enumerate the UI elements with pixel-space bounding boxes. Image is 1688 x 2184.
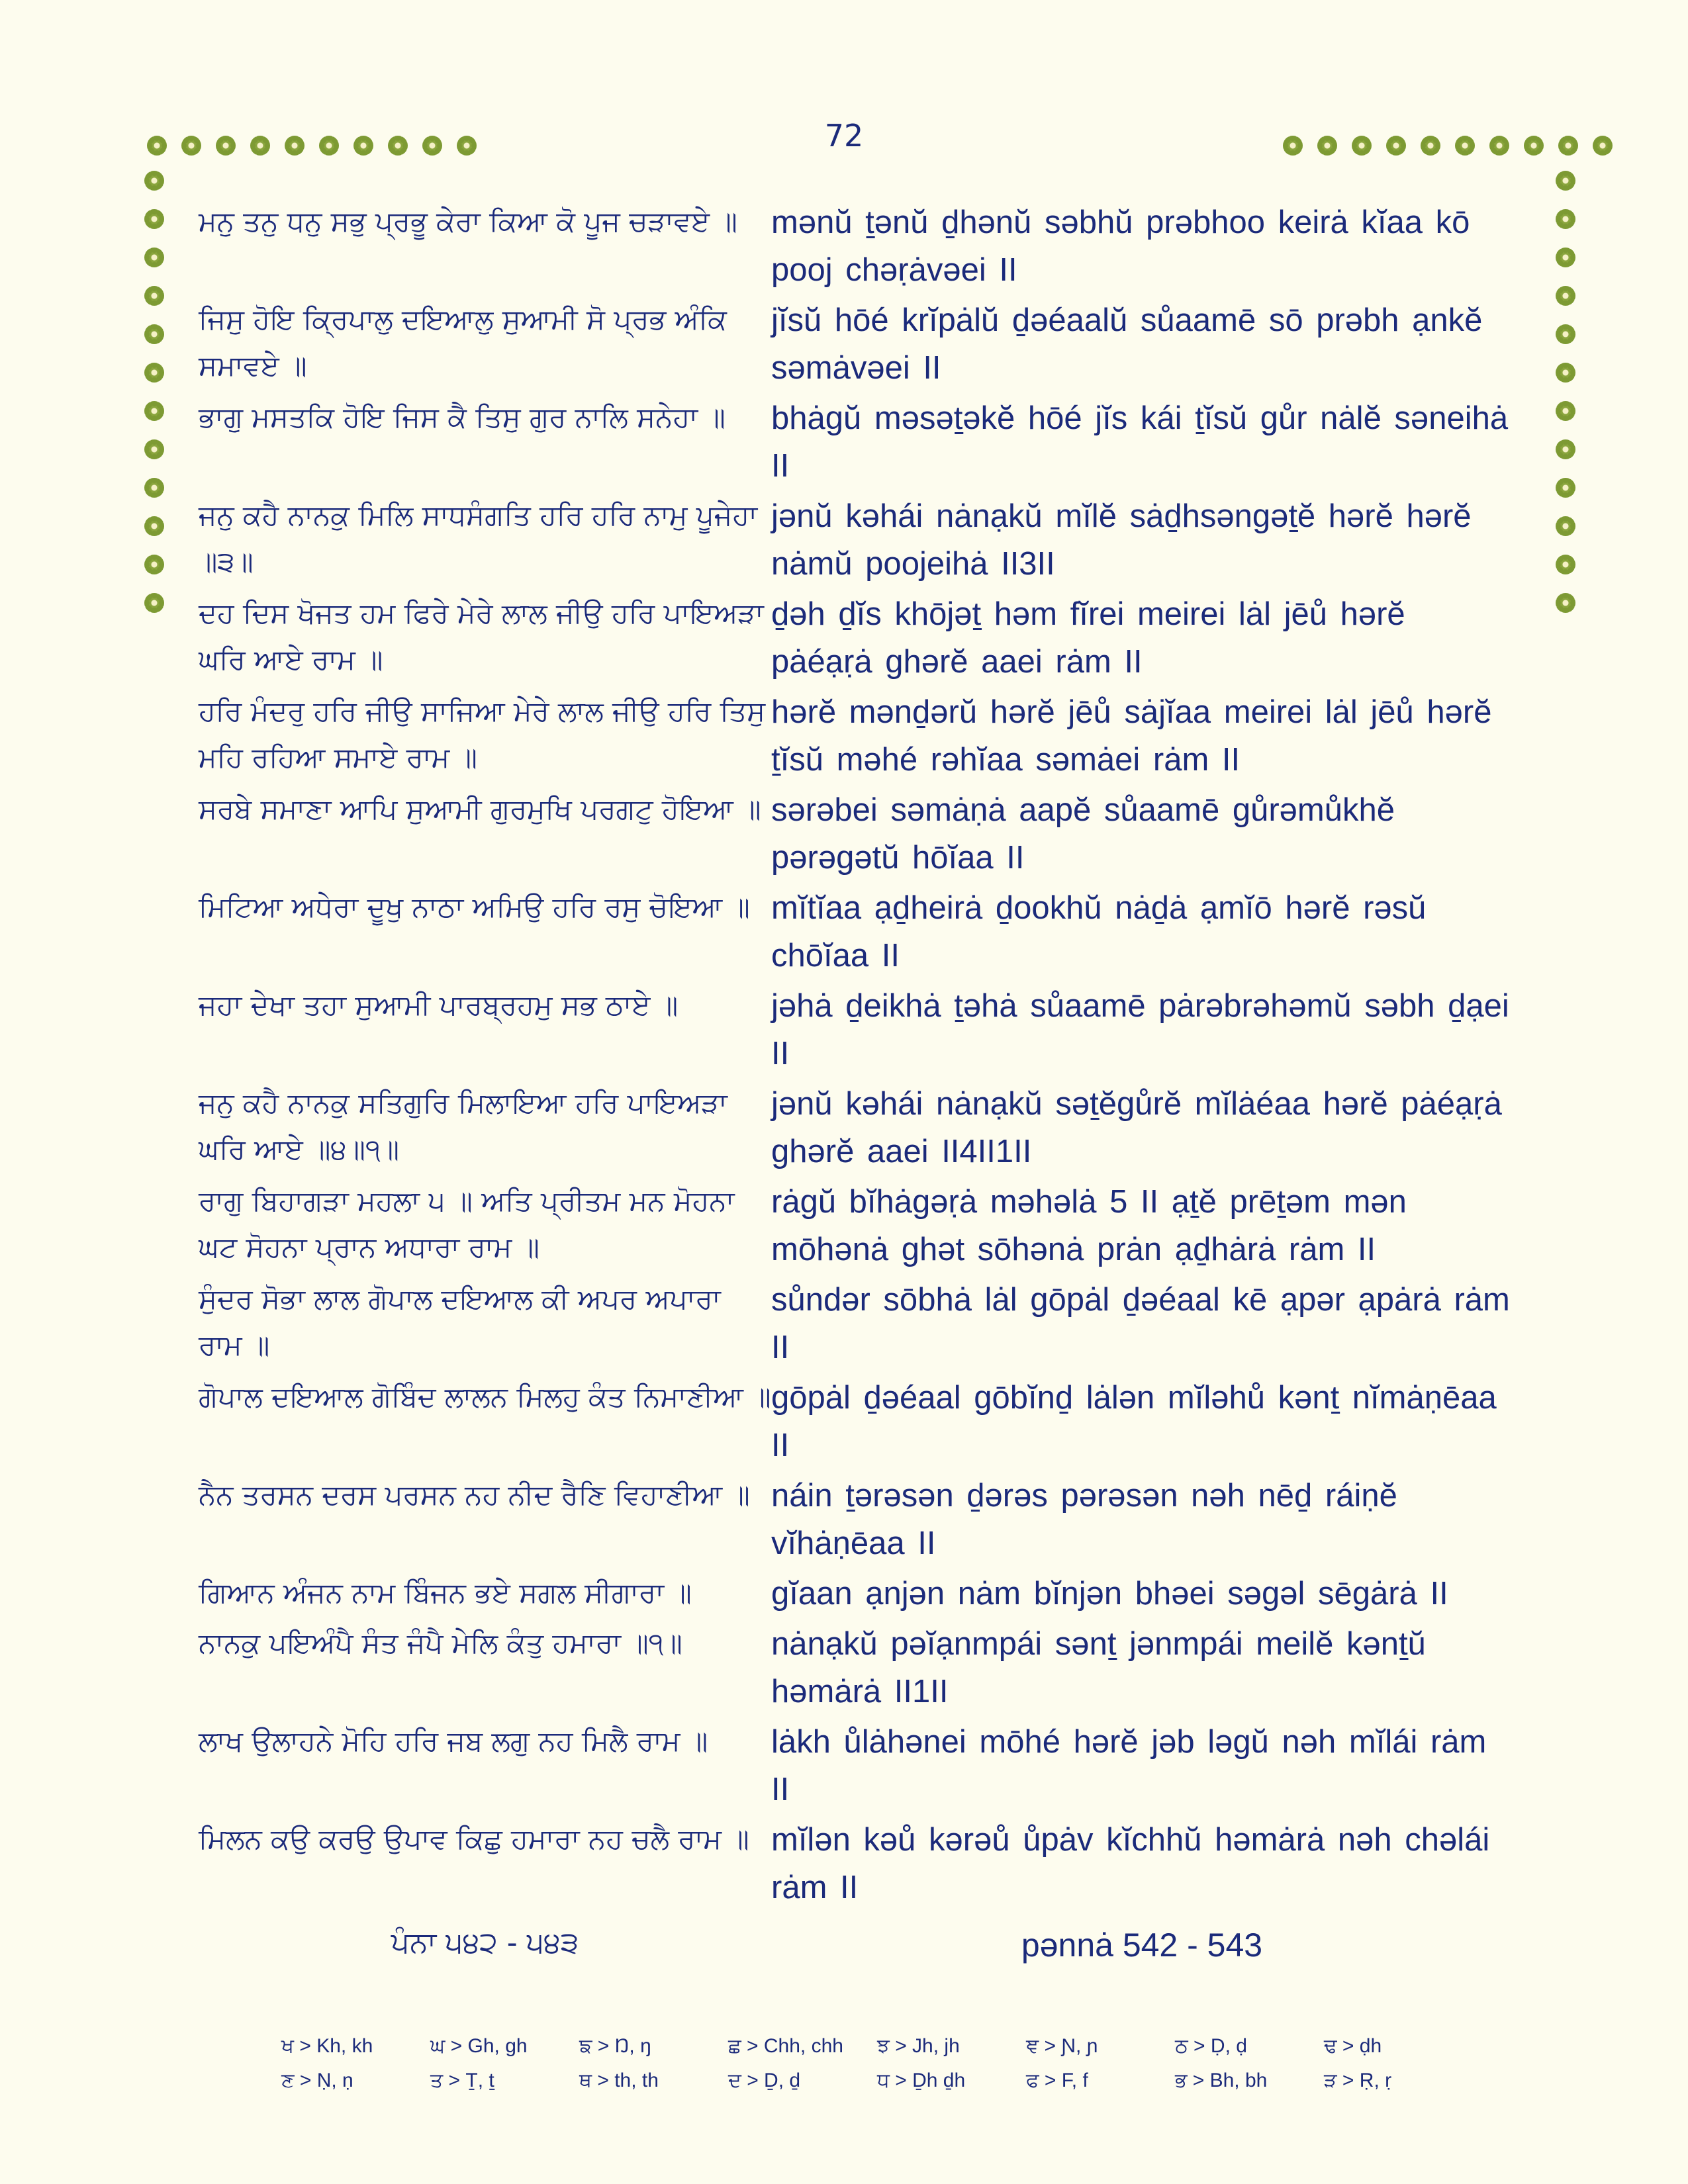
- legend-item: ਧ > Ḏh ḏh: [877, 2070, 966, 2091]
- verse-list: [199, 199, 1516, 1914]
- verse-row: [199, 296, 1516, 392]
- flower-icon: [250, 136, 270, 156]
- transliteration-line: jənŭ kəhái nȧnạkŭ səṯĕgůrĕ mĭlȧéaa hərĕ pȧéạṛȧ ghərĕ aaei II4II1II: [771, 1086, 1502, 1169]
- legend-item: ਙ > Ŋ, ŋ: [579, 2035, 651, 2057]
- gurmukhi-line: ਸਰਬੇ ਸਮਾਣਾ ਆਪਿ ਸੁਆਮੀ ਗੁਰਮੁਖਿ ਪਰਗਟੁ ਹੋਇਆ ॥: [199, 793, 761, 825]
- verse-row: [199, 1080, 1516, 1175]
- gurmukhi-line: ਦਹ ਦਿਸ ਖੋਜਤ ਹਮ ਫਿਰੇ ਮੇਰੇ ਲਾਲ ਜੀਉ ਹਰਿ ਪਾਇਅੜਾ ਘਰਿ ਆਏ ਰਾਮ ॥: [199, 597, 764, 676]
- flower-icon: [388, 136, 408, 156]
- page-number: 72: [824, 118, 864, 154]
- gurmukhi-line: ਨਾਨਕੁ ਪਇਅੰਪੈ ਸੰਤ ਜੰਪੈ ਮੇਲਿ ਕੰਤੁ ਹਮਾਰਾ ॥੧॥: [199, 1627, 682, 1659]
- flower-icon: [144, 363, 164, 383]
- legend-item: ਢ > ḍh: [1324, 2035, 1382, 2057]
- flower-icon: [1556, 324, 1575, 344]
- flower-icon: [1489, 136, 1509, 156]
- flower-icon: [1556, 516, 1575, 536]
- flower-icon: [1556, 286, 1575, 306]
- transliteration-line: rȧgŭ bĭhȧgəṛȧ məhəlȧ 5 II ạṯĕ prēṯəm mən mōhənȧ ghət sōhənȧ prȧn ạḏhȧrȧ rȧm II: [771, 1184, 1407, 1267]
- legend-item: ੜ > Ṛ, ṛ: [1324, 2070, 1392, 2091]
- page-reference: [199, 1926, 1516, 1964]
- flower-icon: [1556, 171, 1575, 191]
- flower-icon: [144, 593, 164, 613]
- legend-item: ਘ > Gh, gh: [430, 2035, 528, 2057]
- transliteration-line: ḏəh ḏĭs khōjəṯ həm fĭrei meirei lȧl jēů hərĕ pȧéạṛȧ ghərĕ aaei rȧm II: [771, 596, 1405, 680]
- flower-icon: [1556, 209, 1575, 229]
- flower-icon: [1556, 363, 1575, 383]
- legend-item: ਝ > Jh, jh: [877, 2035, 960, 2057]
- flower-icon: [144, 439, 164, 459]
- transliteration-line: gĭaan ạnjən nȧm bĭnjən bhəei səgəl sēgȧrȧ II: [771, 1576, 1448, 1612]
- gurmukhi-line: ਜਿਸੁ ਹੋਇ ਕ੍ਰਿਪਾਲੁ ਦਇਆਲੁ ਸੁਆਮੀ ਸੋ ਪ੍ਰਭ ਅੰਕਿ ਸਮਾਵਏ ॥: [199, 303, 727, 382]
- legend-item: ਞ > Ɲ, ɲ: [1026, 2035, 1098, 2057]
- transliteration-line: mĭtĭaa ạḏheirȧ ḏookhŭ nȧḏȧ ạmĭō hərĕ rəsŭ chōĭaa II: [771, 890, 1427, 974]
- transliteration-line: jĭsŭ hōé krĭpȧlŭ ḏəéaalŭ sůaamē sō prəbh ạnkĕ səmȧvəei II: [771, 302, 1483, 386]
- transliteration-line: mĭlən kəů kərəů ůpȧv kĭchhŭ həmȧrȧ nəh chəlái rȧm II: [771, 1822, 1490, 1905]
- legend-item: ਠ > Ḍ, ḍ: [1175, 2035, 1247, 2057]
- legend-item: ਫ > F, f: [1026, 2070, 1088, 2091]
- right-flower-border: [1556, 171, 1582, 613]
- verse-row: [199, 1472, 1516, 1567]
- transliteration-line: lȧkh ůlȧhənei mōhé hərĕ jəb ləgŭ nəh mĭlái rȧm II: [771, 1724, 1487, 1807]
- flower-icon: [144, 401, 164, 421]
- gurmukhi-line: ਮਿਟਿਆ ਅਧੇਰਾ ਦੂਖੁ ਨਾਠਾ ਅਮਿਉ ਹਰਿ ਰਸੁ ਚੋਇਆ ॥: [199, 891, 750, 923]
- verse-row: [199, 982, 1516, 1077]
- verse-row: [199, 1570, 1516, 1617]
- flower-icon: [147, 136, 167, 156]
- transliteration-line: jəhȧ ḏeikhȧ ṯəhȧ sůaamē pȧrəbrəhəmŭ səbh ḏạei II: [771, 988, 1509, 1071]
- verse-row: [199, 1718, 1516, 1813]
- flower-icon: [1421, 136, 1440, 156]
- transliteration-line: náin ṯərəsən ḏərəs pərəsən nəh nēḏ ráiṇĕ vĭhȧṇēaa II: [771, 1478, 1397, 1561]
- flower-icon: [1558, 136, 1578, 156]
- flower-icon: [144, 171, 164, 191]
- page-ref-gurmukhi: ਪੰਨਾ ੫੪੨ - ੫੪੩: [391, 1926, 579, 1960]
- left-flower-border: [144, 171, 171, 613]
- gurmukhi-line: ਜਨੁ ਕਹੈ ਨਾਨਕੁ ਸਤਿਗੁਰਿ ਮਿਲਾਇਆ ਹਰਿ ਪਾਇਅੜਾ ਘਰਿ ਆਏ ॥੪॥੧॥: [199, 1087, 727, 1165]
- flower-icon: [353, 136, 373, 156]
- flower-icon: [319, 136, 339, 156]
- flower-icon: [216, 136, 236, 156]
- legend-item: ਖ > Kh, kh: [281, 2035, 373, 2057]
- flower-icon: [1556, 439, 1575, 459]
- gurmukhi-line: ਨੈਨ ਤਰਸਨ ਦਰਸ ਪਰਸਨ ਨਹ ਨੀਦ ਰੈਣਿ ਵਿਹਾਣੀਆ ॥: [199, 1479, 750, 1511]
- gurmukhi-line: ਜਹਾ ਦੇਖਾ ਤਹਾ ਸੁਆਮੀ ਪਾਰਬ੍ਰਹਮੁ ਸਭ ਠਾਏ ॥: [199, 989, 679, 1021]
- gurmukhi-line: ਗਿਆਨ ਅੰਜਨ ਨਾਮ ਬਿੰਜਨ ਭਏ ਸਗਲ ਸੀਗਾਰਾ ॥: [199, 1576, 692, 1609]
- top-left-flower-border: [147, 136, 477, 162]
- gurmukhi-line: ਗੋਪਾਲ ਦਇਆਲ ਗੋਬਿੰਦ ਲਾਲਨ ਮਿਲਹੁ ਕੰਤ ਨਿਮਾਣੀਆ ॥: [199, 1381, 771, 1413]
- verse-row: [199, 786, 1516, 882]
- flower-icon: [1524, 136, 1544, 156]
- gurmukhi-line: ਭਾਗੁ ਮਸਤਕਿ ਹੋਇ ਜਿਸ ਕੈ ਤਿਸੁ ਗੁਰ ਨਾਲਿ ਸਨੇਹਾ ॥: [199, 401, 726, 433]
- legend-item: ਦ > Ḏ, ḏ: [728, 2070, 801, 2091]
- flower-icon: [1283, 136, 1303, 156]
- transliteration-line: sərəbei səmȧṇȧ aapĕ sůaamē gůrəmůkhĕ pərəgətŭ hōĭaa II: [771, 792, 1395, 876]
- transliteration-line: jənŭ kəhái nȧnạkŭ mĭlĕ sȧḏhsəngəṯĕ hərĕ hərĕ nȧmŭ poojeihȧ II3II: [771, 498, 1472, 582]
- transliteration-legend: [281, 2035, 1473, 2092]
- verse-row: [199, 492, 1516, 588]
- gurmukhi-line: ਲਾਖ ਉਲਾਹਨੇ ਮੋਹਿ ਹਰਿ ਜਬ ਲਗੁ ਨਹ ਮਿਲੈ ਰਾਮ ॥: [199, 1725, 708, 1757]
- transliteration-line: bhȧgŭ məsəṯəkĕ hōé jĭs kái ṯĭsŭ gůr nȧlĕ səneihȧ II: [771, 400, 1509, 484]
- transliteration-line: sůndər sōbhȧ lȧl gōpȧl ḏəéaal kē ạpər ạpȧrȧ rȧm II: [771, 1282, 1510, 1365]
- flower-icon: [144, 555, 164, 574]
- legend-item: ਣ > Ṇ, ṇ: [281, 2070, 353, 2091]
- flower-icon: [285, 136, 305, 156]
- gurmukhi-line: ਮਿਲਨ ਕਉ ਕਰਉ ਉਪਾਵ ਕਿਛੁ ਹਮਾਰਾ ਨਹ ਚਲੈ ਰਾਮ ॥: [199, 1823, 749, 1855]
- flower-icon: [422, 136, 442, 156]
- flower-icon: [1556, 478, 1575, 498]
- verse-row: [199, 1620, 1516, 1715]
- flower-icon: [144, 209, 164, 229]
- verse-row: [199, 590, 1516, 686]
- legend-item: ਤ > Ṯ, ṯ: [430, 2070, 494, 2091]
- verse-row: [199, 688, 1516, 784]
- gurmukhi-line: ਸੁੰਦਰ ਸੋਭਾ ਲਾਲ ਗੋਪਾਲ ਦਇਆਲ ਕੀ ਅਪਰ ਅਪਾਰਾ ਰਾਮ ॥: [199, 1283, 721, 1361]
- flower-icon: [457, 136, 477, 156]
- transliteration-line: mənŭ ṯənŭ ḏhənŭ səbhŭ prəbhoo keirȧ kĭaa kō pooj chəṛȧvəei II: [771, 205, 1470, 288]
- gurmukhi-line: ਰਾਗੁ ਬਿਹਾਗੜਾ ਮਹਲਾ ੫ ॥ ਅਤਿ ਪ੍ਰੀਤਮ ਮਨ ਮੋਹਨਾ ਘਟ ਸੋਹਨਾ ਪ੍ਰਾਨ ਅਧਾਰਾ ਰਾਮ ॥: [199, 1185, 735, 1263]
- flower-icon: [1556, 401, 1575, 421]
- transliteration-line: hərĕ mənḏərŭ hərĕ jēů sȧjĭaa meirei lȧl jēů hərĕ ṯĭsŭ məhé rəhĭaa səmȧei rȧm II: [771, 694, 1492, 778]
- flower-icon: [1556, 555, 1575, 574]
- flower-icon: [1317, 136, 1337, 156]
- verse-row: [199, 884, 1516, 979]
- flower-icon: [1386, 136, 1406, 156]
- transliteration-line: nȧnạkŭ pəĭạnmpái sənṯ jənmpái meilĕ kənṯŭ həmȧrȧ II1II: [771, 1626, 1426, 1709]
- verse-row: [199, 394, 1516, 490]
- verse-row: [199, 199, 1516, 294]
- flower-icon: [144, 286, 164, 306]
- top-right-flower-border: [1283, 136, 1613, 162]
- flower-icon: [1556, 248, 1575, 267]
- flower-icon: [144, 478, 164, 498]
- gurmukhi-line: ਮਨੁ ਤਨੁ ਧਨੁ ਸਭੁ ਪ੍ਰਭੂ ਕੇਰਾ ਕਿਆ ਕੋ ਪੂਜ ਚੜਾਵਏ ॥: [199, 205, 737, 238]
- flower-icon: [144, 324, 164, 344]
- legend-item: ਭ > Bh, bh: [1175, 2070, 1268, 2091]
- flower-icon: [181, 136, 201, 156]
- flower-icon: [1593, 136, 1613, 156]
- legend-item: ਛ > Chh, chh: [728, 2035, 843, 2057]
- flower-icon: [1352, 136, 1372, 156]
- verse-row: [199, 1178, 1516, 1273]
- flower-icon: [1455, 136, 1475, 156]
- verse-row: [199, 1816, 1516, 1911]
- legend-item: ਥ > th, th: [579, 2070, 659, 2091]
- page-ref-transliteration: pənnȧ 542 - 543: [1021, 1927, 1263, 1964]
- gurmukhi-line: ਹਰਿ ਮੰਦਰੁ ਹਰਿ ਜੀਉ ਸਾਜਿਆ ਮੇਰੇ ਲਾਲ ਜੀਉ ਹਰਿ ਤਿਸੁ ਮਹਿ ਰਹਿਆ ਸਮਾਏ ਰਾਮ ॥: [199, 695, 766, 774]
- flower-icon: [1556, 593, 1575, 613]
- flower-icon: [144, 516, 164, 536]
- verse-row: [199, 1276, 1516, 1371]
- gurmukhi-line: ਜਨੁ ਕਹੈ ਨਾਨਕੁ ਮਿਲਿ ਸਾਧਸੰਗਤਿ ਹਰਿ ਹਰਿ ਨਾਮੁ ਪੂਜੇਹਾ ॥੩॥: [199, 499, 758, 578]
- verse-row: [199, 1374, 1516, 1469]
- transliteration-line: gōpȧl ḏəéaal gōbĭnḏ lȧlən mĭləhů kənṯ nĭmȧṇēaa II: [771, 1380, 1497, 1463]
- flower-icon: [144, 248, 164, 267]
